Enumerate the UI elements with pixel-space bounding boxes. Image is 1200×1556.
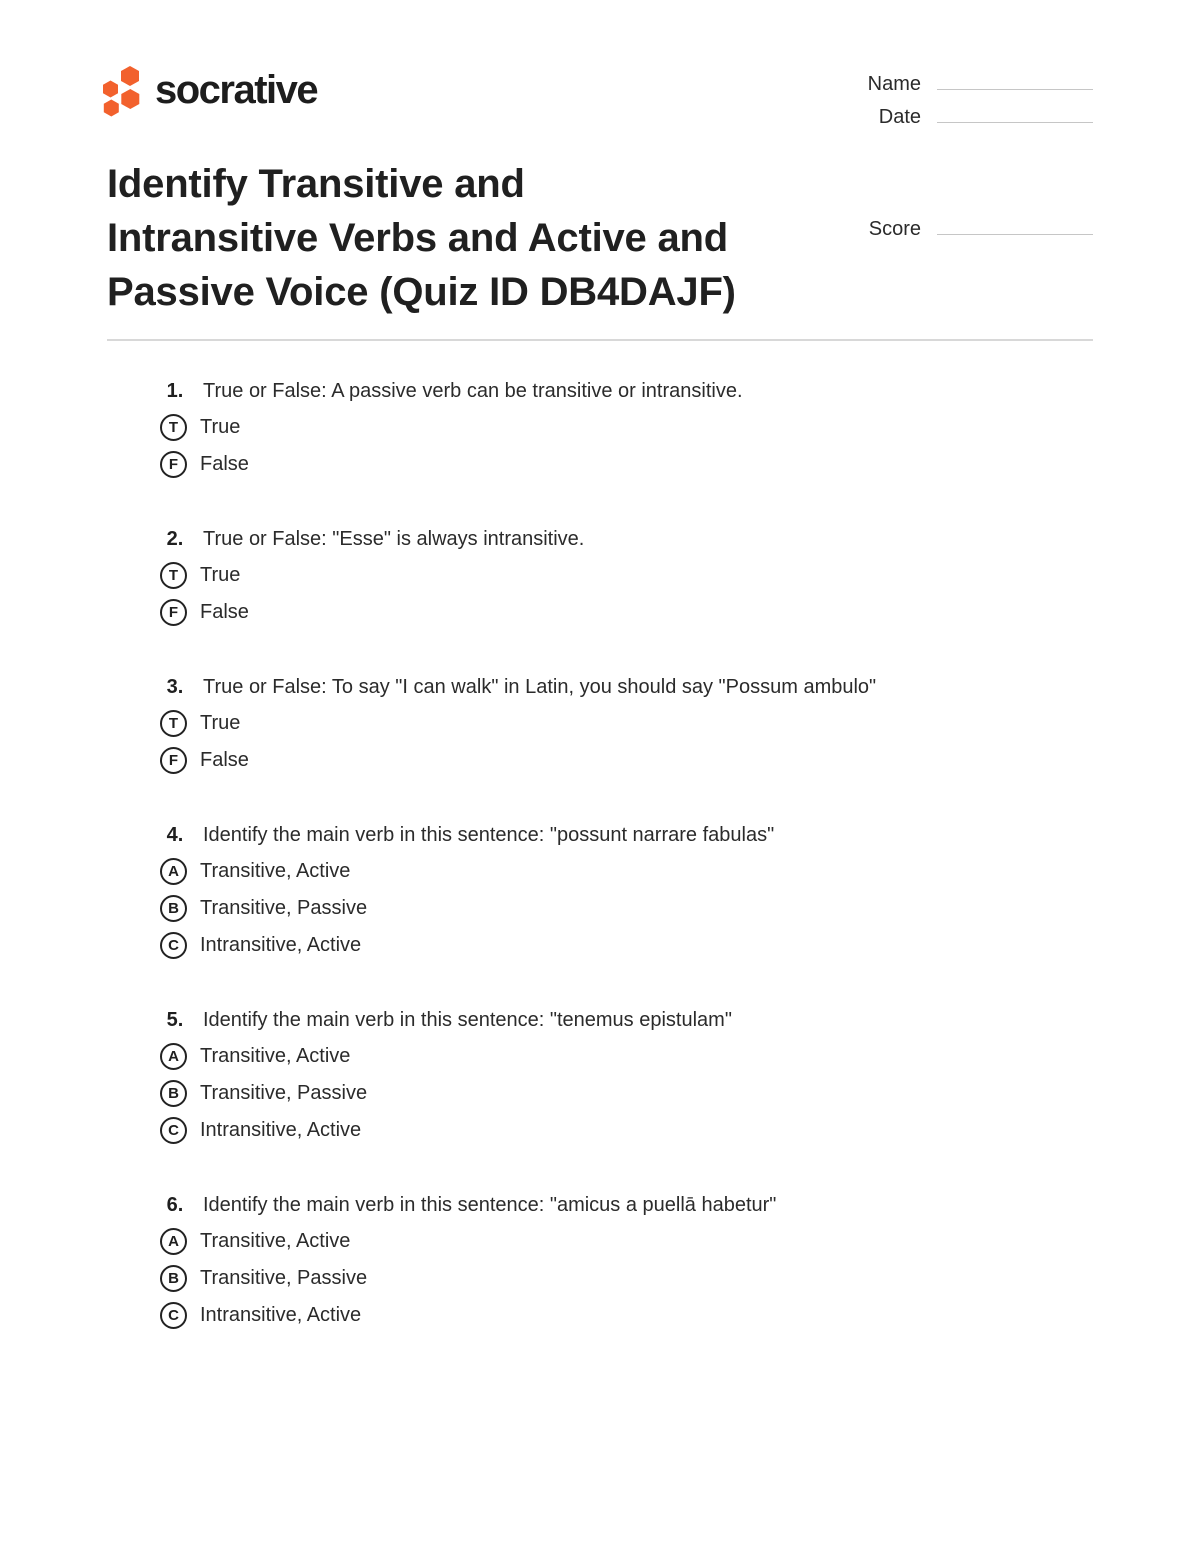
answer-option-c[interactable] bbox=[160, 932, 1100, 959]
answer-option-true[interactable] bbox=[160, 710, 1100, 737]
socrative-logo bbox=[102, 60, 317, 118]
option-bubble: A bbox=[160, 1228, 187, 1255]
option-bubble: F bbox=[160, 599, 187, 626]
question-line bbox=[160, 1192, 1100, 1218]
question-number: 1. bbox=[166, 380, 184, 402]
option-label: True bbox=[200, 712, 241, 734]
option-bubble: C bbox=[160, 1117, 187, 1144]
question-line bbox=[160, 822, 1100, 848]
option-label: Intransitive, Active bbox=[200, 1119, 362, 1141]
question-number: 2. bbox=[166, 528, 184, 550]
quiz-title-line-2: Intransitive Verbs and Active and bbox=[107, 216, 729, 260]
question-line bbox=[160, 526, 1100, 552]
name-date-fields bbox=[868, 60, 1093, 129]
option-bubble: T bbox=[160, 710, 187, 737]
score-blank-line[interactable] bbox=[937, 217, 1093, 235]
option-bubble: A bbox=[160, 1043, 187, 1070]
option-label: Intransitive, Active bbox=[200, 1304, 362, 1326]
questions-list bbox=[0, 341, 1200, 1329]
header bbox=[0, 0, 1200, 129]
answer-option-false[interactable] bbox=[160, 451, 1100, 478]
answer-option-c[interactable] bbox=[160, 1117, 1100, 1144]
answer-option-b[interactable] bbox=[160, 895, 1100, 922]
question-text: True or False: "Esse" is always intransitive. bbox=[203, 528, 585, 550]
question-text: True or False: A passive verb can be transitive or intransitive. bbox=[203, 380, 743, 402]
score-block bbox=[869, 157, 1093, 241]
question-number: 4. bbox=[166, 824, 184, 846]
socrative-wordmark: socrative bbox=[155, 68, 318, 112]
option-label: Transitive, Active bbox=[200, 860, 351, 882]
option-label: False bbox=[200, 749, 249, 771]
quiz-title bbox=[107, 157, 736, 319]
option-bubble: F bbox=[160, 451, 187, 478]
option-bubble: F bbox=[160, 747, 187, 774]
question-3 bbox=[160, 674, 1100, 774]
date-blank-line[interactable] bbox=[937, 105, 1093, 123]
answer-option-false[interactable] bbox=[160, 747, 1100, 774]
score-field-row bbox=[869, 217, 1093, 241]
title-row bbox=[0, 157, 1200, 319]
name-label: Name bbox=[867, 73, 921, 95]
option-bubble: T bbox=[160, 562, 187, 589]
question-line bbox=[160, 378, 1100, 404]
question-5 bbox=[160, 1007, 1100, 1144]
question-line bbox=[160, 1007, 1100, 1033]
answer-option-a[interactable] bbox=[160, 1228, 1100, 1255]
name-field-row bbox=[868, 72, 1093, 96]
date-field-row bbox=[868, 105, 1093, 129]
question-number: 3. bbox=[166, 676, 184, 698]
option-bubble: T bbox=[160, 414, 187, 441]
socrative-hexagons-icon bbox=[102, 60, 142, 118]
date-label: Date bbox=[878, 106, 921, 128]
question-2 bbox=[160, 526, 1100, 626]
option-bubble: A bbox=[160, 858, 187, 885]
question-4 bbox=[160, 822, 1100, 959]
option-bubble: C bbox=[160, 932, 187, 959]
option-bubble: B bbox=[160, 1265, 187, 1292]
answer-option-c[interactable] bbox=[160, 1302, 1100, 1329]
option-label: True bbox=[200, 416, 241, 438]
option-label: Transitive, Passive bbox=[200, 897, 368, 919]
question-1 bbox=[160, 378, 1100, 478]
question-number: 6. bbox=[166, 1194, 184, 1216]
option-label: Transitive, Passive bbox=[200, 1267, 368, 1289]
option-label: True bbox=[200, 564, 241, 586]
question-text: Identify the main verb in this sentence: "tenemus epistulam" bbox=[203, 1009, 732, 1031]
name-blank-line[interactable] bbox=[937, 72, 1093, 90]
question-text: Identify the main verb in this sentence: "amicus a puellā habetur" bbox=[203, 1194, 777, 1216]
answer-option-true[interactable] bbox=[160, 414, 1100, 441]
option-label: False bbox=[200, 453, 249, 475]
question-text: Identify the main verb in this sentence: "possunt narrare fabulas" bbox=[203, 824, 775, 846]
option-label: Transitive, Passive bbox=[200, 1082, 368, 1104]
answer-option-a[interactable] bbox=[160, 1043, 1100, 1070]
quiz-title-line-3: Passive Voice (Quiz ID DB4DAJF) bbox=[107, 270, 736, 314]
option-bubble: B bbox=[160, 1080, 187, 1107]
answer-option-b[interactable] bbox=[160, 1080, 1100, 1107]
option-label: False bbox=[200, 601, 249, 623]
answer-option-false[interactable] bbox=[160, 599, 1100, 626]
answer-option-true[interactable] bbox=[160, 562, 1100, 589]
option-bubble: C bbox=[160, 1302, 187, 1329]
question-line bbox=[160, 674, 1100, 700]
question-6 bbox=[160, 1192, 1100, 1329]
option-bubble: B bbox=[160, 895, 187, 922]
quiz-title-line-1: Identify Transitive and bbox=[107, 162, 525, 206]
option-label: Intransitive, Active bbox=[200, 934, 362, 956]
option-label: Transitive, Active bbox=[200, 1045, 351, 1067]
option-label: Transitive, Active bbox=[200, 1230, 351, 1252]
answer-option-b[interactable] bbox=[160, 1265, 1100, 1292]
question-text: True or False: To say "I can walk" in Latin, you should say "Possum ambulo" bbox=[203, 676, 877, 698]
answer-option-a[interactable] bbox=[160, 858, 1100, 885]
score-label: Score bbox=[868, 218, 921, 240]
question-number: 5. bbox=[166, 1009, 184, 1031]
